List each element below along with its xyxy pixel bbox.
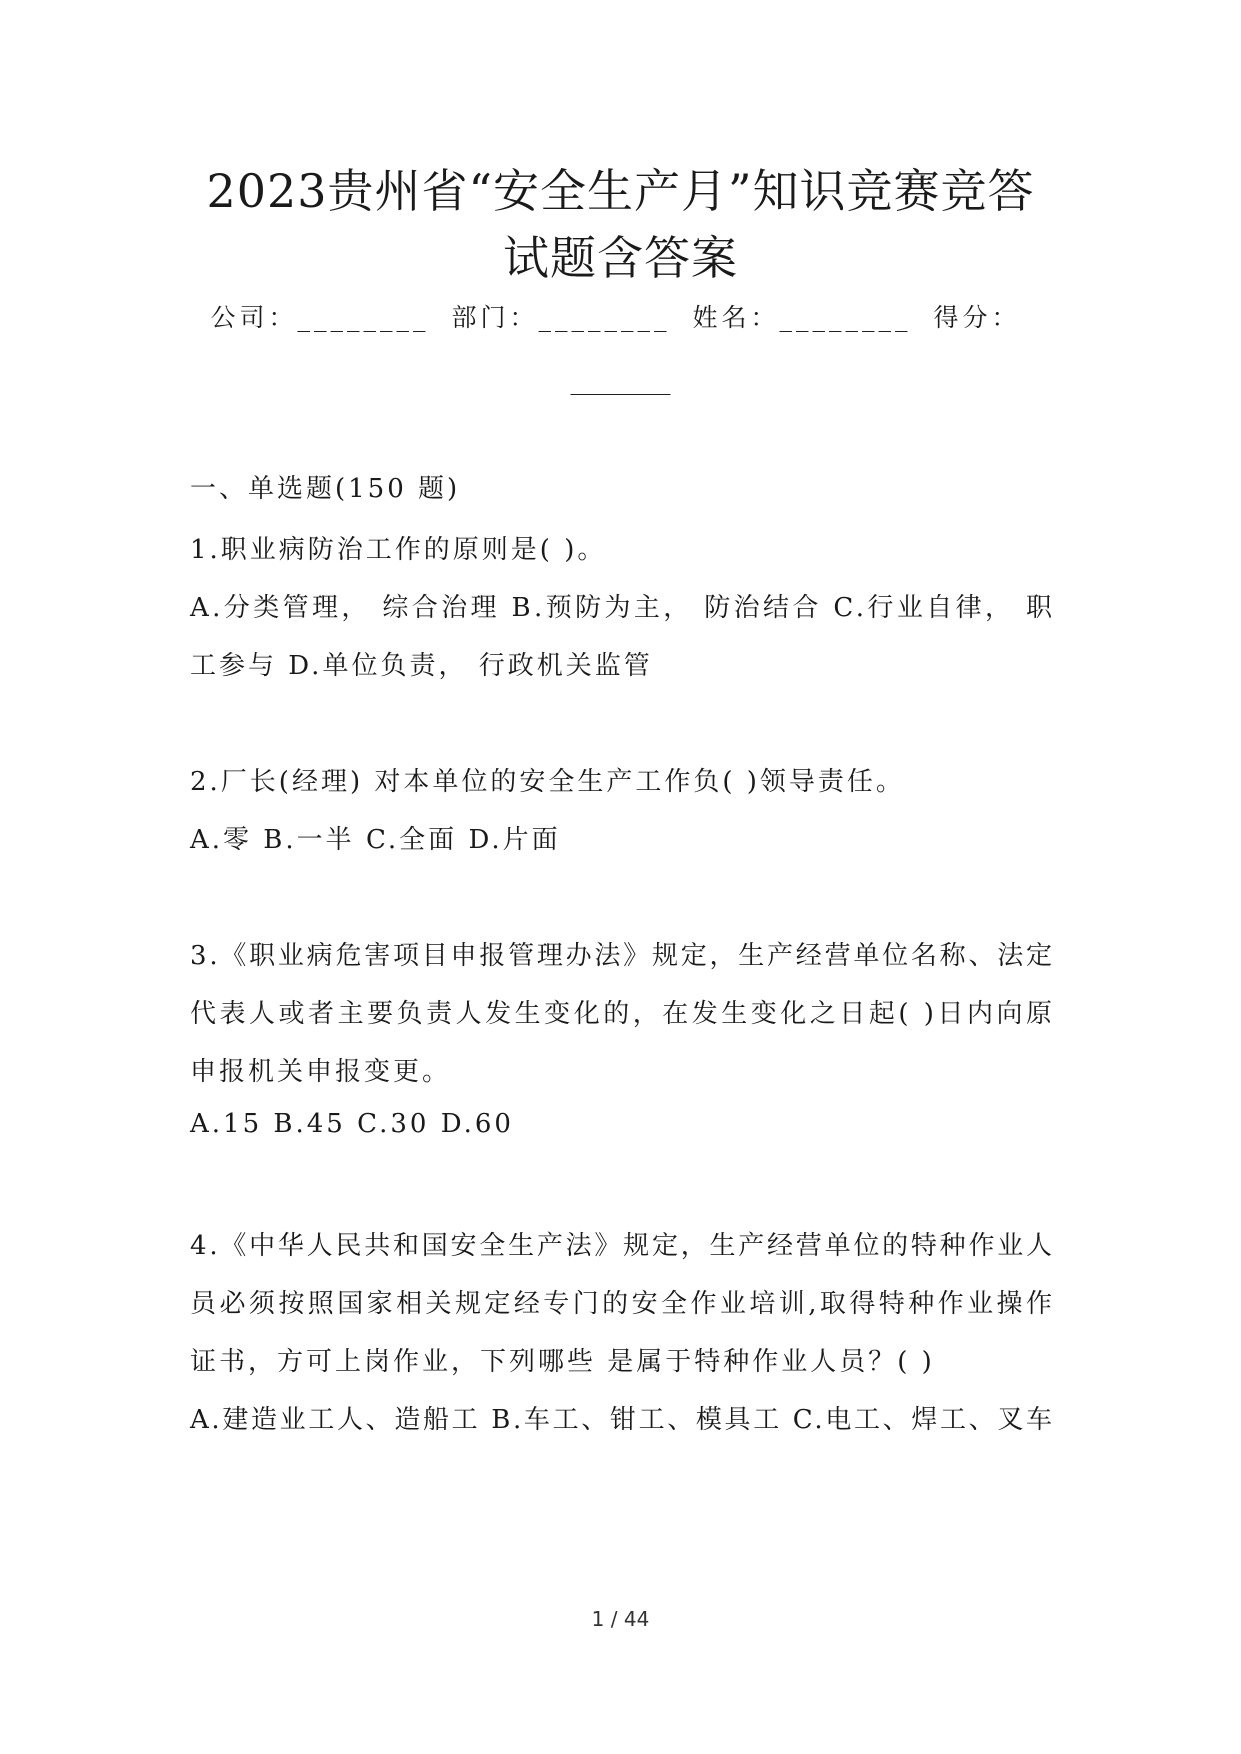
section-heading: 一、单选题(150 题)	[190, 474, 461, 504]
score-blank: ________	[570, 366, 671, 395]
question-1-options-line-2: 工参与 D.单位负责， 行政机关监管	[190, 651, 653, 681]
question-3-options: A.15 B.45 C.30 D.60	[190, 1109, 514, 1139]
name-field: 姓名：________	[692, 303, 912, 332]
question-4-text-line-2: 员必须按照国家相关规定经专门的安全作业培训,取得特种作业操作	[190, 1289, 1056, 1319]
document-title-line-1: 2023贵州省“安全生产月”知识竞赛竞答	[206, 164, 1035, 218]
question-4-options: A.建造业工人、造船工 B.车工、钳工、模具工 C.电工、焊工、叉车	[190, 1405, 1055, 1435]
document-title-line-2: 试题含答案	[503, 231, 738, 285]
question-3-text-line-3: 申报机关申报变更。	[190, 1057, 452, 1087]
question-2-options: A.零 B.一半 C.全面 D.片面	[190, 825, 561, 855]
question-3-text-line-2: 代表人或者主要负责人发生变化的，在发生变化之日起( )日内向原	[190, 999, 1056, 1029]
question-3-text-line-1: 3.《职业病危害项目申报管理办法》规定，生产经营单位名称、法定	[190, 941, 1055, 971]
page-number: 1 / 44	[591, 1607, 650, 1631]
info-fields	[150, 298, 1091, 334]
company-field: 公司：________	[210, 303, 430, 332]
department-field: 部门：________	[451, 303, 671, 332]
question-2-text: 2.厂长(经理) 对本单位的安全生产工作负( )领导责任。	[190, 767, 905, 797]
question-1-text: 1.职业病防治工作的原则是( )。	[190, 535, 607, 565]
question-4-text-line-1: 4.《中华人民共和国安全生产法》规定，生产经营单位的特种作业人	[190, 1231, 1055, 1261]
score-field: 得分：	[933, 303, 1021, 332]
question-4-text-line-3: 证书，方可上岗作业，下列哪些 是属于特种作业人员？( )	[190, 1347, 935, 1377]
question-1-options-line-1: A.分类管理， 综合治理 B.预防为主， 防治结合 C.行业自律， 职	[190, 593, 1056, 623]
